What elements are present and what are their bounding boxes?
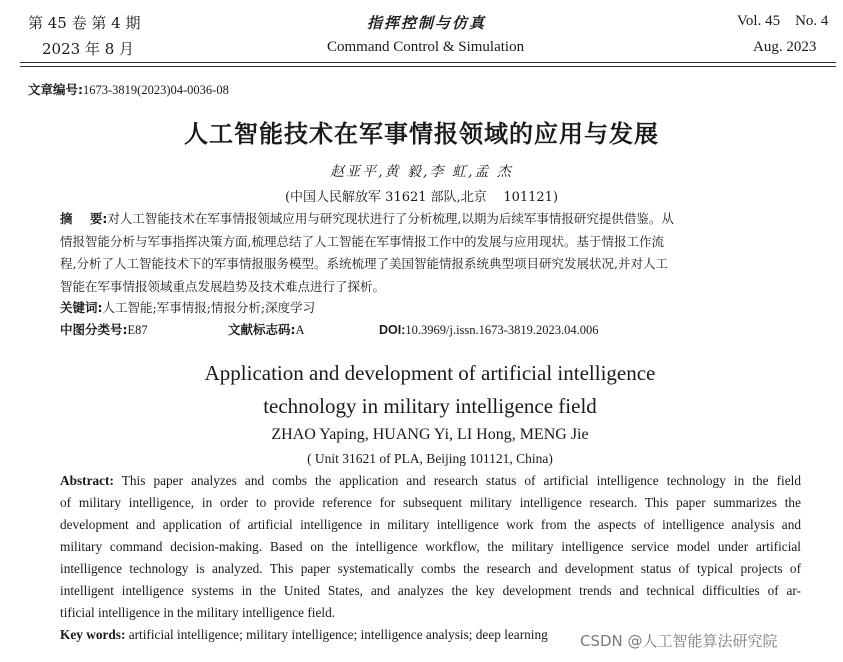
abstract-en-label: Abstract:	[60, 473, 114, 488]
article-number	[28, 80, 229, 98]
affiliation-cn: (中国人民解放军 31621 部队,北京 101121)	[284, 190, 559, 205]
abstract-cn-line: 智能在军事情报领域重点发展趋势及技术难点进行了探析。	[60, 278, 386, 294]
keywords-cn	[60, 297, 315, 320]
document-code	[228, 319, 305, 342]
clc-label: 中图分类号:	[60, 322, 128, 337]
article-number-label: 文章编号:	[28, 82, 83, 97]
abstract-en-line: development and application of artificial intelligence in military intelligence work from the aspects of intelligence analysis and	[60, 517, 801, 532]
abstract-en-line: intelligence technology is analyzed. This paper systematically combs the research and development status of typical projects of	[60, 561, 801, 576]
document-code-value: A	[295, 323, 305, 337]
header-rule-bottom	[20, 66, 836, 67]
csdn-watermark: CSDN @人工智能算法研究院	[580, 632, 778, 650]
doi	[379, 319, 598, 342]
abstract-en-line: tificial intelligence in the military intelligence field.	[60, 605, 336, 620]
abstract-cn-label: 摘 要:	[60, 211, 108, 226]
document-code-label: 文献标志码:	[228, 322, 296, 337]
authors-cn: 赵亚平,黄 毅,李 虹,孟 杰	[330, 164, 513, 180]
abstract-cn-line: 对人工智能技术在军事情报领域应用与研究现状进行了分析梳理,以期为后续军事情报研究提供借鉴。从	[107, 211, 674, 226]
title-en-line-1: Application and development of artificial intelligence	[204, 361, 656, 385]
keywords-en-label: Key words:	[60, 627, 126, 642]
abstract-cn-line: 程,分析了人工智能技术下的军事情报服务模型。系统梳理了美国智能情报系统典型项目研究发展状况,并对人工	[60, 256, 668, 271]
keywords-cn-value: 人工智能;军事情报;情报分析;深度学习	[102, 300, 316, 315]
authors-en: ZHAO Yaping, HUANG Yi, LI Hong, MENG Jie	[271, 426, 589, 443]
keywords-en-value: artificial intelligence; military intelligence; intelligence analysis; deep learning	[128, 627, 548, 642]
clc-value: E87	[127, 323, 148, 337]
abstract-cn-line: 情报智能分析与军事指挥决策方面,梳理总结了人工智能在军事情报工作中的发展与应用现状。基于情报工作流	[60, 233, 664, 249]
title-cn: 人工智能技术在军事情报领域的应用与发展	[184, 120, 659, 148]
header-rule-top	[20, 62, 836, 63]
affiliation-en: ( Unit 31621 of PLA, Beijing 101121, China)	[307, 451, 553, 466]
clc-number	[60, 319, 148, 342]
journal-title-en: Command Control & Simulation	[327, 39, 525, 55]
article-number-value: 1673-3819(2023)04-0036-08	[83, 83, 229, 97]
keywords-cn-label: 关键词:	[60, 300, 103, 315]
abstract-en-line: military command decision-making. Based on the intelligence workflow, the military intelligence service model under artificial	[60, 539, 801, 554]
abstract-en-line: This paper analyzes and combs the application and research status of artificial intelligence technology in the field	[121, 473, 801, 488]
date-cn: 2023 年 8 月	[42, 40, 135, 58]
abstract-cn	[60, 208, 805, 298]
abstract-en-line: of military intelligence, in order to provide reference for subsequent military intelligence research. This paper summarizes the	[60, 495, 801, 510]
keywords-en	[60, 624, 548, 646]
title-en-line-2: technology in military intelligence field	[263, 394, 597, 418]
volume-issue-en: Vol. 45 No. 4	[737, 13, 829, 29]
volume-issue-cn: 第 45 卷 第 4 期	[28, 14, 141, 32]
doi-label: DOI:	[379, 323, 406, 337]
doi-value: 10.3969/j.issn.1673-3819.2023.04.006	[405, 323, 599, 337]
date-en: Aug. 2023	[753, 39, 817, 55]
abstract-en	[60, 470, 801, 624]
abstract-en-line: intelligent intelligence systems in the United States, and analyzes the key development trends and technical difficulties of ar-	[60, 583, 801, 598]
journal-title-cn: 指挥控制与仿真	[367, 14, 487, 32]
